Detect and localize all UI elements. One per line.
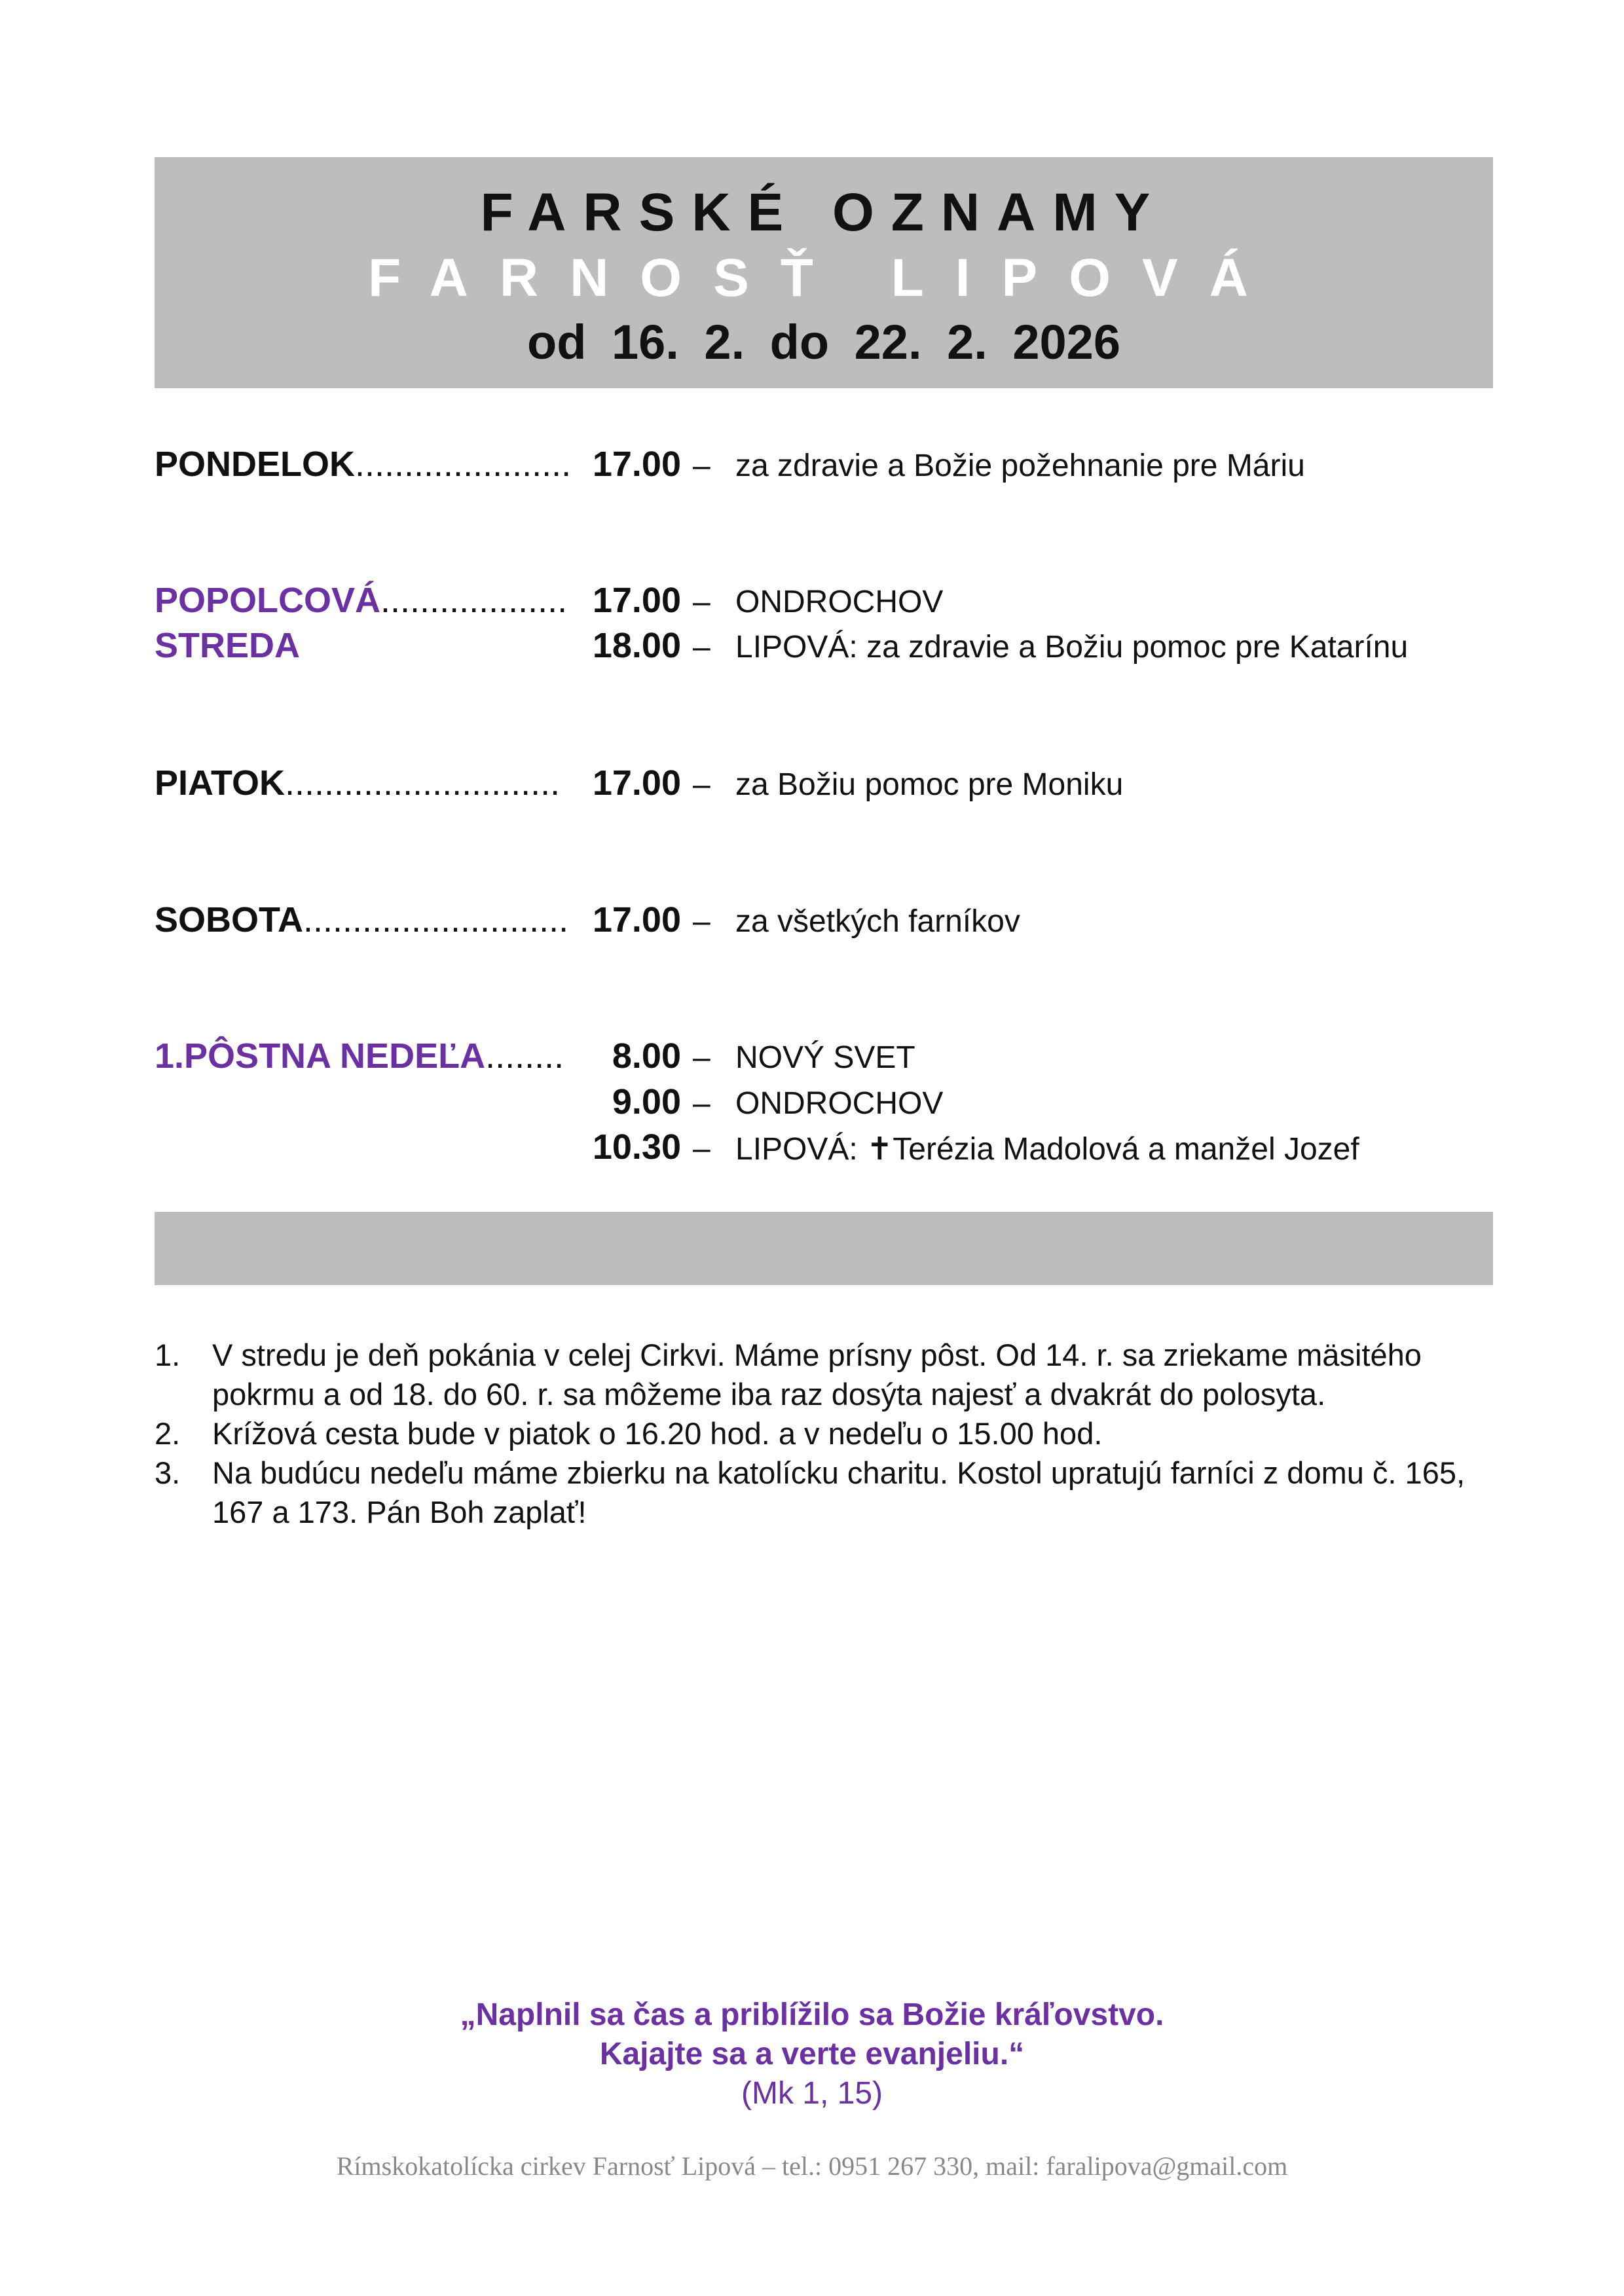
- item-text: Krížová cesta bude v piatok o 16.20 hod. a v nedeľu o 15.00 hod.: [212, 1416, 1103, 1451]
- header-banner: [155, 157, 1493, 388]
- mass-time: 18.00: [592, 626, 681, 665]
- mass-time: 8.00: [612, 1036, 681, 1076]
- dash: –: [693, 767, 710, 802]
- footer-contact: Rímskokatolícka cirkev Farnosť Lipová – tel.: 0951 267 330, mail: faralipova@gmail.com: [336, 2151, 1288, 2181]
- mass-time: 17.00: [592, 445, 681, 484]
- mass-intention: za Božiu pomoc pre Moniku: [735, 767, 1124, 802]
- dash: –: [693, 585, 710, 619]
- item-text: Na budúcu nedeľu máme zbierku na katolícku charitu. Kostol upratujú farníci z domu č. 165, 167 a 173. Pán Boh zaplať!: [212, 1455, 1466, 1529]
- dash: –: [693, 630, 710, 665]
- mass-intention: NOVÝ SVET: [735, 1040, 915, 1075]
- date-range: od 16. 2. do 22. 2. 2026: [527, 315, 1120, 369]
- item-number: 2.: [155, 1416, 181, 1451]
- day-label-saturday: SOBOTA...........................: [155, 900, 569, 939]
- mass-time: 9.00: [612, 1082, 681, 1121]
- mass-intention: LIPOVÁ: ✝Terézia Madolová a manžel Jozef: [735, 1132, 1359, 1167]
- day-label-ash-wednesday: POPOLCOVÁ...................: [155, 581, 568, 620]
- dash: –: [693, 1086, 710, 1121]
- list-item: [155, 1453, 1493, 1532]
- mass-intention: ONDROCHOV: [735, 1086, 944, 1121]
- page-title: FARSKÉ OZNAMY: [480, 183, 1168, 242]
- day-label-friday: PIATOK............................: [155, 763, 561, 803]
- day-label-wednesday: STREDA: [155, 626, 301, 665]
- mass-intention: za všetkých farníkov: [735, 904, 1020, 939]
- day-label-monday: PONDELOK......................: [155, 445, 572, 484]
- dash: –: [693, 1131, 710, 1166]
- item-number: 1.: [155, 1338, 181, 1372]
- dash: –: [693, 448, 710, 483]
- dash: –: [693, 904, 710, 939]
- announcements-list: [155, 1336, 1493, 1532]
- mass-time: 17.00: [592, 581, 681, 620]
- day-label-sunday: 1.PÔSTNA NEDEĽA........: [155, 1036, 564, 1076]
- mass-intention: za zdravie a Božie požehnanie pre Máriu: [735, 448, 1305, 483]
- quote-line-1: „Naplnil sa čas a priblížilo sa Božie kráľovstvo.: [460, 1997, 1164, 2032]
- mass-intention: LIPOVÁ: za zdravie a Božiu pomoc pre Katarínu: [735, 630, 1409, 665]
- divider-bar: [155, 1212, 1493, 1285]
- item-number: 3.: [155, 1455, 181, 1490]
- mass-intention: ONDROCHOV: [735, 585, 944, 619]
- list-item: [155, 1414, 1493, 1453]
- parish-name: FARNOSŤ LIPOVÁ: [368, 248, 1280, 308]
- mass-time: 17.00: [592, 763, 681, 803]
- mass-time: 10.30: [592, 1127, 681, 1167]
- list-item: [155, 1336, 1493, 1414]
- quote-reference: (Mk 1, 15): [741, 2076, 883, 2111]
- quote-line-2: Kajajte sa a verte evanjeliu.“: [599, 2037, 1025, 2071]
- item-text: V stredu je deň pokánia v celej Cirkvi. Máme prísny pôst. Od 14. r. sa zriekame mäsitého pokrmu a od 18. do 60. r. sa môžeme iba raz dosýta najesť a dvakrát do polosyta.: [212, 1338, 1422, 1412]
- mass-time: 17.00: [592, 900, 681, 939]
- dash: –: [693, 1040, 710, 1075]
